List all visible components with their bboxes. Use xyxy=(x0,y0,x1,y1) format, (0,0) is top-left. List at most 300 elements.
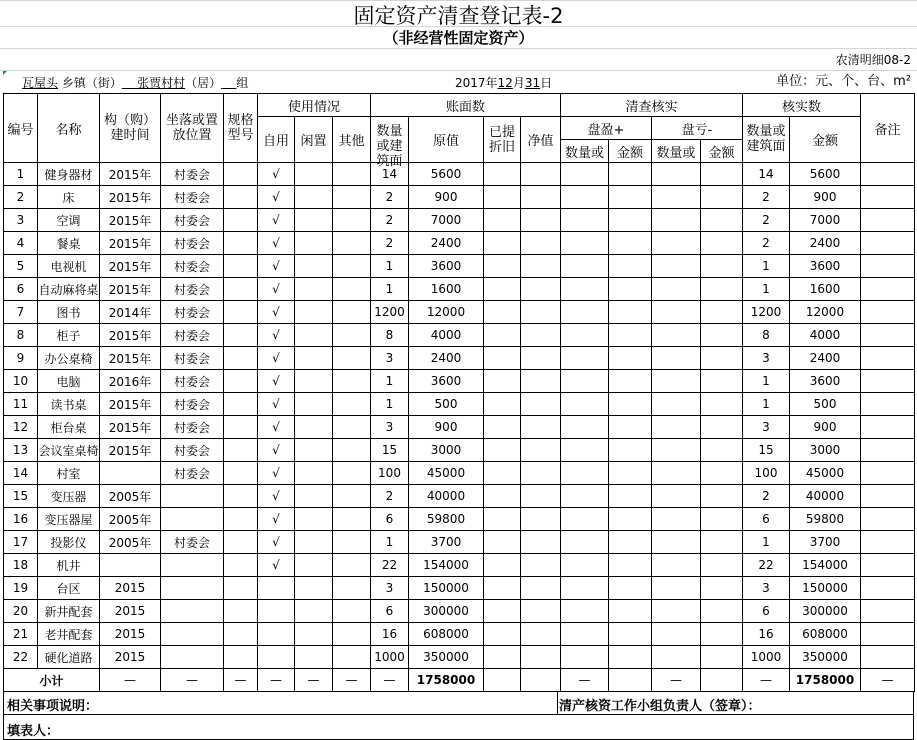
row-idle xyxy=(295,439,333,462)
table-row xyxy=(4,600,915,623)
row-surplus-qty xyxy=(561,301,609,324)
row-surplus-amount xyxy=(609,623,652,646)
row-dep xyxy=(484,301,521,324)
row-surplus-qty xyxy=(561,439,609,462)
row-loss-amount xyxy=(701,623,743,646)
row-remark xyxy=(861,255,915,278)
row-qty: 1000 xyxy=(371,646,409,669)
row-dep xyxy=(484,508,521,531)
row-surplus-qty xyxy=(561,554,609,577)
row-self-use: √ xyxy=(258,462,295,485)
row-surplus-amount xyxy=(609,209,652,232)
row-self-use: √ xyxy=(258,439,295,462)
comment-marker-icon xyxy=(3,71,7,75)
row-place: 村委会 xyxy=(161,255,224,278)
row-build-time: 2015年 xyxy=(100,232,161,255)
row-loss-amount xyxy=(701,508,743,531)
row-no: 8 xyxy=(4,324,38,347)
table-row xyxy=(4,531,915,554)
row-vamount: 3600 xyxy=(790,370,861,393)
row-loss-amount xyxy=(701,462,743,485)
table-row xyxy=(4,393,915,416)
row-name: 机井 xyxy=(38,554,100,577)
row-net xyxy=(521,462,561,485)
row-loss-qty xyxy=(652,232,701,255)
row-loss-amount xyxy=(701,439,743,462)
row-no: 12 xyxy=(4,416,38,439)
row-loss-qty xyxy=(652,324,701,347)
row-vamount: 608000 xyxy=(790,623,861,646)
row-orig: 12000 xyxy=(409,301,484,324)
subtotal-dash: — xyxy=(333,669,371,692)
row-remark xyxy=(861,393,915,416)
row-other xyxy=(333,255,371,278)
row-self-use: √ xyxy=(258,485,295,508)
header-dep: 已提折旧 xyxy=(484,117,521,163)
row-name: 图书 xyxy=(38,301,100,324)
header-book: 账面数 xyxy=(371,94,561,117)
row-other xyxy=(333,347,371,370)
subtotal-row xyxy=(4,669,915,692)
row-qty: 1 xyxy=(371,370,409,393)
row-place: 村委会 xyxy=(161,232,224,255)
row-orig: 40000 xyxy=(409,485,484,508)
row-remark xyxy=(861,462,915,485)
row-idle xyxy=(295,485,333,508)
asset-table xyxy=(3,93,915,692)
row-self-use: √ xyxy=(258,163,295,186)
row-orig: 5600 xyxy=(409,163,484,186)
row-dep xyxy=(484,370,521,393)
row-self-use: √ xyxy=(258,393,295,416)
row-qty: 15 xyxy=(371,439,409,462)
row-surplus-qty xyxy=(561,255,609,278)
row-qty: 1 xyxy=(371,278,409,301)
row-place xyxy=(161,554,224,577)
row-loss-qty xyxy=(652,623,701,646)
subtotal-dash: — xyxy=(743,669,790,692)
row-remark xyxy=(861,278,915,301)
table-row xyxy=(4,301,915,324)
row-vamount: 150000 xyxy=(790,577,861,600)
subtotal-dash: — xyxy=(652,669,701,692)
row-remark xyxy=(861,324,915,347)
row-loss-qty xyxy=(652,485,701,508)
row-self-use: √ xyxy=(258,324,295,347)
row-orig: 500 xyxy=(409,393,484,416)
row-vamount: 900 xyxy=(790,416,861,439)
row-surplus-qty xyxy=(561,623,609,646)
row-self-use xyxy=(258,600,295,623)
row-name: 床 xyxy=(38,186,100,209)
row-orig: 2400 xyxy=(409,347,484,370)
row-remark xyxy=(861,439,915,462)
row-name: 餐桌 xyxy=(38,232,100,255)
row-no: 22 xyxy=(4,646,38,669)
row-build-time: 2015年 xyxy=(100,163,161,186)
row-vamount: 500 xyxy=(790,393,861,416)
row-surplus-qty xyxy=(561,393,609,416)
row-no: 13 xyxy=(4,439,38,462)
row-name: 新井配套 xyxy=(38,600,100,623)
row-loss-qty xyxy=(652,600,701,623)
subtotal-dash: — xyxy=(100,669,161,692)
row-place: 村委会 xyxy=(161,324,224,347)
row-self-use xyxy=(258,577,295,600)
row-other xyxy=(333,600,371,623)
row-orig: 900 xyxy=(409,416,484,439)
location-line xyxy=(22,76,248,90)
row-qty: 100 xyxy=(371,462,409,485)
row-self-use: √ xyxy=(258,531,295,554)
row-loss-amount xyxy=(701,370,743,393)
row-vamount: 45000 xyxy=(790,462,861,485)
row-vqty: 3 xyxy=(743,577,790,600)
row-loss-qty xyxy=(652,209,701,232)
row-loss-amount xyxy=(701,531,743,554)
village-suffix: （居） xyxy=(185,76,222,90)
row-qty: 22 xyxy=(371,554,409,577)
row-build-time: 2015年 xyxy=(100,278,161,301)
row-loss-qty xyxy=(652,508,701,531)
header-verified: 核实数 xyxy=(743,94,861,117)
row-remark xyxy=(861,531,915,554)
row-vamount: 40000 xyxy=(790,485,861,508)
row-remark xyxy=(861,554,915,577)
row-dep xyxy=(484,209,521,232)
row-loss-amount xyxy=(701,485,743,508)
table-row xyxy=(4,485,915,508)
row-vamount: 59800 xyxy=(790,508,861,531)
row-build-time xyxy=(100,462,161,485)
unit-text: 单位：元、个、台、m² xyxy=(776,74,911,89)
row-name: 老井配套 xyxy=(38,623,100,646)
table-row xyxy=(4,278,915,301)
row-no: 4 xyxy=(4,232,38,255)
row-place xyxy=(161,508,224,531)
report-date xyxy=(455,76,552,90)
row-orig: 59800 xyxy=(409,508,484,531)
row-place: 村委会 xyxy=(161,209,224,232)
row-other xyxy=(333,163,371,186)
row-idle xyxy=(295,301,333,324)
row-remark xyxy=(861,347,915,370)
subtotal-dash: — xyxy=(258,669,295,692)
row-dep xyxy=(484,393,521,416)
row-name: 柜台桌 xyxy=(38,416,100,439)
row-self-use: √ xyxy=(258,255,295,278)
row-spec xyxy=(224,163,258,186)
row-build-time: 2015年 xyxy=(100,209,161,232)
row-surplus-qty xyxy=(561,485,609,508)
row-self-use xyxy=(258,623,295,646)
date-month-suffix: 月 xyxy=(512,76,525,90)
header-vamount: 金额 xyxy=(790,117,861,163)
row-vqty: 6 xyxy=(743,600,790,623)
row-idle xyxy=(295,186,333,209)
row-loss-qty xyxy=(652,554,701,577)
row-net xyxy=(521,485,561,508)
row-build-time: 2015 xyxy=(100,623,161,646)
row-remark xyxy=(861,186,915,209)
row-vqty: 1 xyxy=(743,370,790,393)
row-vqty: 100 xyxy=(743,462,790,485)
row-vamount: 1600 xyxy=(790,278,861,301)
row-self-use xyxy=(258,646,295,669)
table-row xyxy=(4,416,915,439)
row-surplus-qty xyxy=(561,646,609,669)
row-vamount: 900 xyxy=(790,186,861,209)
village-name: 张贾村村 xyxy=(137,76,186,90)
row-surplus-qty xyxy=(561,462,609,485)
row-place: 村委会 xyxy=(161,416,224,439)
row-spec xyxy=(224,577,258,600)
header-place: 坐落或置放位置 xyxy=(161,94,224,163)
subtotal-dash: — xyxy=(295,669,333,692)
row-orig: 3700 xyxy=(409,531,484,554)
row-idle xyxy=(295,646,333,669)
row-surplus-qty xyxy=(561,531,609,554)
table-row xyxy=(4,462,915,485)
row-orig: 3600 xyxy=(409,370,484,393)
table-row xyxy=(4,646,915,669)
row-surplus-qty xyxy=(561,209,609,232)
row-place xyxy=(161,646,224,669)
row-dep xyxy=(484,163,521,186)
header-loss-amount: 金额 xyxy=(701,140,743,163)
row-net xyxy=(521,439,561,462)
row-net xyxy=(521,209,561,232)
row-surplus-amount xyxy=(609,347,652,370)
row-vqty: 1 xyxy=(743,278,790,301)
row-build-time: 2005年 xyxy=(100,508,161,531)
row-vqty: 1000 xyxy=(743,646,790,669)
row-vqty: 3 xyxy=(743,347,790,370)
row-vamount: 3000 xyxy=(790,439,861,462)
row-build-time: 2015年 xyxy=(100,186,161,209)
row-remark xyxy=(861,301,915,324)
row-other xyxy=(333,485,371,508)
row-place xyxy=(161,577,224,600)
row-other xyxy=(333,370,371,393)
row-surplus-qty xyxy=(561,278,609,301)
row-net xyxy=(521,255,561,278)
row-surplus-amount xyxy=(609,301,652,324)
row-place: 村委会 xyxy=(161,531,224,554)
row-loss-amount xyxy=(701,554,743,577)
row-vqty: 2 xyxy=(743,209,790,232)
row-build-time: 2015年 xyxy=(100,439,161,462)
row-orig: 2400 xyxy=(409,232,484,255)
row-surplus-qty xyxy=(561,600,609,623)
row-remark xyxy=(861,646,915,669)
row-qty: 6 xyxy=(371,508,409,531)
row-orig: 150000 xyxy=(409,577,484,600)
row-dep xyxy=(484,324,521,347)
header-surplus-qty: 数量或 xyxy=(561,140,609,163)
header-loss-qty: 数量或 xyxy=(652,140,701,163)
row-spec xyxy=(224,370,258,393)
row-idle xyxy=(295,163,333,186)
row-surplus-amount xyxy=(609,485,652,508)
row-vqty: 22 xyxy=(743,554,790,577)
header-idle: 闲置 xyxy=(295,117,333,163)
row-vamount: 7000 xyxy=(790,209,861,232)
row-surplus-qty xyxy=(561,347,609,370)
row-no: 15 xyxy=(4,485,38,508)
row-loss-qty xyxy=(652,577,701,600)
header-other: 其他 xyxy=(333,117,371,163)
row-self-use: √ xyxy=(258,554,295,577)
row-place: 村委会 xyxy=(161,301,224,324)
header-usage: 使用情况 xyxy=(258,94,371,117)
header-net: 净值 xyxy=(521,117,561,163)
row-no: 5 xyxy=(4,255,38,278)
row-qty: 16 xyxy=(371,623,409,646)
row-loss-amount xyxy=(701,600,743,623)
row-orig: 350000 xyxy=(409,646,484,669)
table-row xyxy=(4,439,915,462)
row-dep xyxy=(484,232,521,255)
row-no: 6 xyxy=(4,278,38,301)
row-qty: 1 xyxy=(371,393,409,416)
row-self-use: √ xyxy=(258,232,295,255)
row-other xyxy=(333,623,371,646)
row-qty: 3 xyxy=(371,416,409,439)
row-net xyxy=(521,163,561,186)
row-name: 村室 xyxy=(38,462,100,485)
row-surplus-amount xyxy=(609,646,652,669)
row-no: 16 xyxy=(4,508,38,531)
row-idle xyxy=(295,347,333,370)
row-loss-amount xyxy=(701,232,743,255)
row-surplus-qty xyxy=(561,508,609,531)
subtotal-label: 小计 xyxy=(4,669,100,692)
row-remark xyxy=(861,508,915,531)
row-name: 电脑 xyxy=(38,370,100,393)
row-other xyxy=(333,416,371,439)
form-title: 固定资产清查登记表-2 xyxy=(353,4,564,28)
subtotal-dash: — xyxy=(371,669,409,692)
row-idle xyxy=(295,209,333,232)
row-idle xyxy=(295,531,333,554)
notes-row xyxy=(3,691,914,715)
row-spec xyxy=(224,278,258,301)
row-spec xyxy=(224,508,258,531)
row-name: 健身器材 xyxy=(38,163,100,186)
row-place: 村委会 xyxy=(161,370,224,393)
row-vqty: 8 xyxy=(743,324,790,347)
row-idle xyxy=(295,416,333,439)
row-remark xyxy=(861,485,915,508)
row-other xyxy=(333,439,371,462)
header-remark: 备注 xyxy=(861,94,915,163)
row-qty: 2 xyxy=(371,209,409,232)
row-place: 村委会 xyxy=(161,439,224,462)
subtotal-dash: — xyxy=(161,669,224,692)
town-suffix: 乡镇（街） xyxy=(58,76,122,90)
row-loss-qty xyxy=(652,278,701,301)
row-name: 柜子 xyxy=(38,324,100,347)
header-name: 名称 xyxy=(38,94,100,163)
table-row xyxy=(4,508,915,531)
row-other xyxy=(333,393,371,416)
row-no: 2 xyxy=(4,186,38,209)
row-vamount: 3600 xyxy=(790,255,861,278)
row-other xyxy=(333,577,371,600)
table-row xyxy=(4,255,915,278)
row-idle xyxy=(295,554,333,577)
row-loss-amount xyxy=(701,577,743,600)
row-no: 19 xyxy=(4,577,38,600)
row-no: 17 xyxy=(4,531,38,554)
row-build-time: 2015 xyxy=(100,600,161,623)
row-dep xyxy=(484,600,521,623)
row-net xyxy=(521,186,561,209)
table-row xyxy=(4,623,915,646)
row-name: 读书桌 xyxy=(38,393,100,416)
row-spec xyxy=(224,301,258,324)
row-vamount: 12000 xyxy=(790,301,861,324)
row-no: 11 xyxy=(4,393,38,416)
row-name: 投影仪 xyxy=(38,531,100,554)
row-qty: 3 xyxy=(371,347,409,370)
form-subtitle: （非经营性固定资产） xyxy=(383,29,534,47)
row-loss-amount xyxy=(701,255,743,278)
row-surplus-qty xyxy=(561,163,609,186)
row-other xyxy=(333,554,371,577)
row-surplus-amount xyxy=(609,416,652,439)
row-dep xyxy=(484,646,521,669)
row-orig: 900 xyxy=(409,186,484,209)
row-vamount: 300000 xyxy=(790,600,861,623)
row-loss-amount xyxy=(701,301,743,324)
row-other xyxy=(333,186,371,209)
row-net xyxy=(521,324,561,347)
row-spec xyxy=(224,324,258,347)
row-net xyxy=(521,600,561,623)
row-net xyxy=(521,301,561,324)
row-place: 村委会 xyxy=(161,186,224,209)
row-dep xyxy=(484,485,521,508)
row-place xyxy=(161,623,224,646)
filler-label: 填表人： xyxy=(7,724,60,739)
row-loss-qty xyxy=(652,255,701,278)
subtotal-orig: 1758000 xyxy=(409,669,484,692)
row-build-time: 2015年 xyxy=(100,324,161,347)
row-spec xyxy=(224,186,258,209)
row-self-use: √ xyxy=(258,508,295,531)
row-surplus-amount xyxy=(609,531,652,554)
table-row xyxy=(4,163,915,186)
row-other xyxy=(333,531,371,554)
row-loss-qty xyxy=(652,370,701,393)
row-no: 14 xyxy=(4,462,38,485)
row-qty: 3 xyxy=(371,577,409,600)
row-net xyxy=(521,232,561,255)
row-surplus-qty xyxy=(561,186,609,209)
row-idle xyxy=(295,600,333,623)
row-spec xyxy=(224,600,258,623)
row-dep xyxy=(484,416,521,439)
row-loss-qty xyxy=(652,163,701,186)
row-name: 硬化道路 xyxy=(38,646,100,669)
row-qty: 2 xyxy=(371,485,409,508)
row-loss-qty xyxy=(652,439,701,462)
row-surplus-amount xyxy=(609,186,652,209)
row-net xyxy=(521,577,561,600)
row-self-use: √ xyxy=(258,416,295,439)
